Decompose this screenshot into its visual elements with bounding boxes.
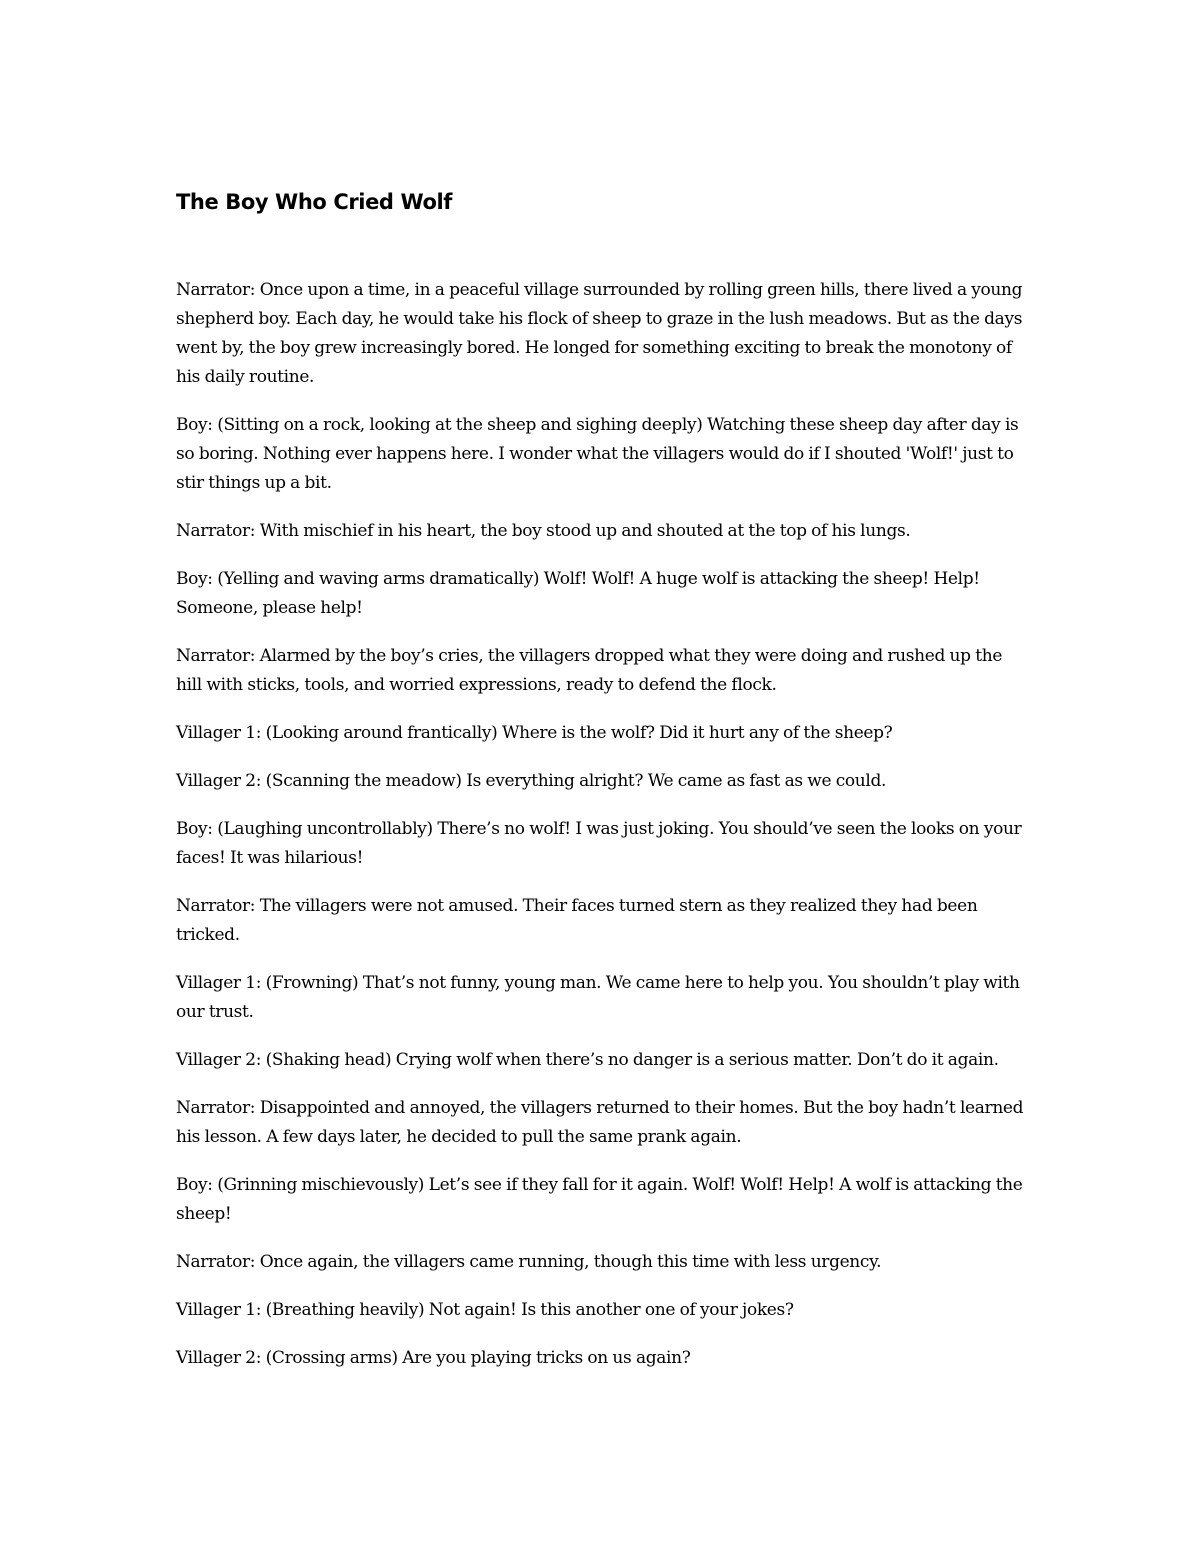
- paragraph: Narrator: Alarmed by the boy’s cries, the villagers dropped what they were doing and rushed up the hill with sticks, tools, and worried expressions, ready to defend the flock.: [176, 646, 1003, 695]
- paragraph: Villager 2: (Crossing arms) Are you playing tricks on us again?: [176, 1348, 691, 1368]
- document-title: The Boy Who Cried Wolf: [176, 190, 453, 214]
- paragraph: Narrator: The villagers were not amused. Their faces turned stern as they realized they had been tricked.: [176, 896, 978, 945]
- paragraph: Boy: (Yelling and waving arms dramatically) Wolf! Wolf! A huge wolf is attacking the sheep! Help! Someone, please help!: [176, 569, 980, 618]
- paragraph: Narrator: Disappointed and annoyed, the villagers returned to their homes. But the boy hadn’t learned his lesson. A few days later, he decided to pull the same prank again.: [176, 1098, 1024, 1147]
- paragraph: Boy: (Laughing uncontrollably) There’s no wolf! I was just joking. You should’ve seen the looks on your faces! It was hilarious!: [176, 819, 1022, 868]
- paragraph: Villager 1: (Frowning) That’s not funny, young man. We came here to help you. You shouldn’t play with our trust.: [176, 973, 1020, 1022]
- paragraph: Boy: (Grinning mischievously) Let’s see if they fall for it again. Wolf! Wolf! Help! A wolf is attacking the sheep!: [176, 1175, 1023, 1224]
- paragraph: Villager 1: (Breathing heavily) Not again! Is this another one of your jokes?: [176, 1300, 794, 1320]
- paragraph: Villager 2: (Shaking head) Crying wolf when there’s no danger is a serious matter. Don’t do it again.: [176, 1050, 999, 1070]
- paragraph: Villager 2: (Scanning the meadow) Is everything alright? We came as fast as we could.: [176, 771, 887, 791]
- paragraph: Narrator: With mischief in his heart, the boy stood up and shouted at the top of his lungs.: [176, 521, 911, 541]
- paragraph: Villager 1: (Looking around frantically) Where is the wolf? Did it hurt any of the sheep?: [176, 723, 893, 743]
- document-body: [176, 276, 1026, 1392]
- paragraph: Boy: (Sitting on a rock, looking at the sheep and sighing deeply) Watching these sheep day after day is so boring. Nothing ever happens here. I wonder what the villagers would do if I shouted 'Wolf!' just to stir things up a bit.: [176, 415, 1019, 493]
- paragraph: Narrator: Once upon a time, in a peaceful village surrounded by rolling green hills, there lived a young shepherd boy. Each day, he would take his flock of sheep to graze in the lush meadows. But as the days went by, the boy grew increasingly bored. He longed for something exciting to break the monotony of his daily routine.: [176, 280, 1023, 387]
- paragraph: Narrator: Once again, the villagers came running, though this time with less urgency.: [176, 1252, 882, 1272]
